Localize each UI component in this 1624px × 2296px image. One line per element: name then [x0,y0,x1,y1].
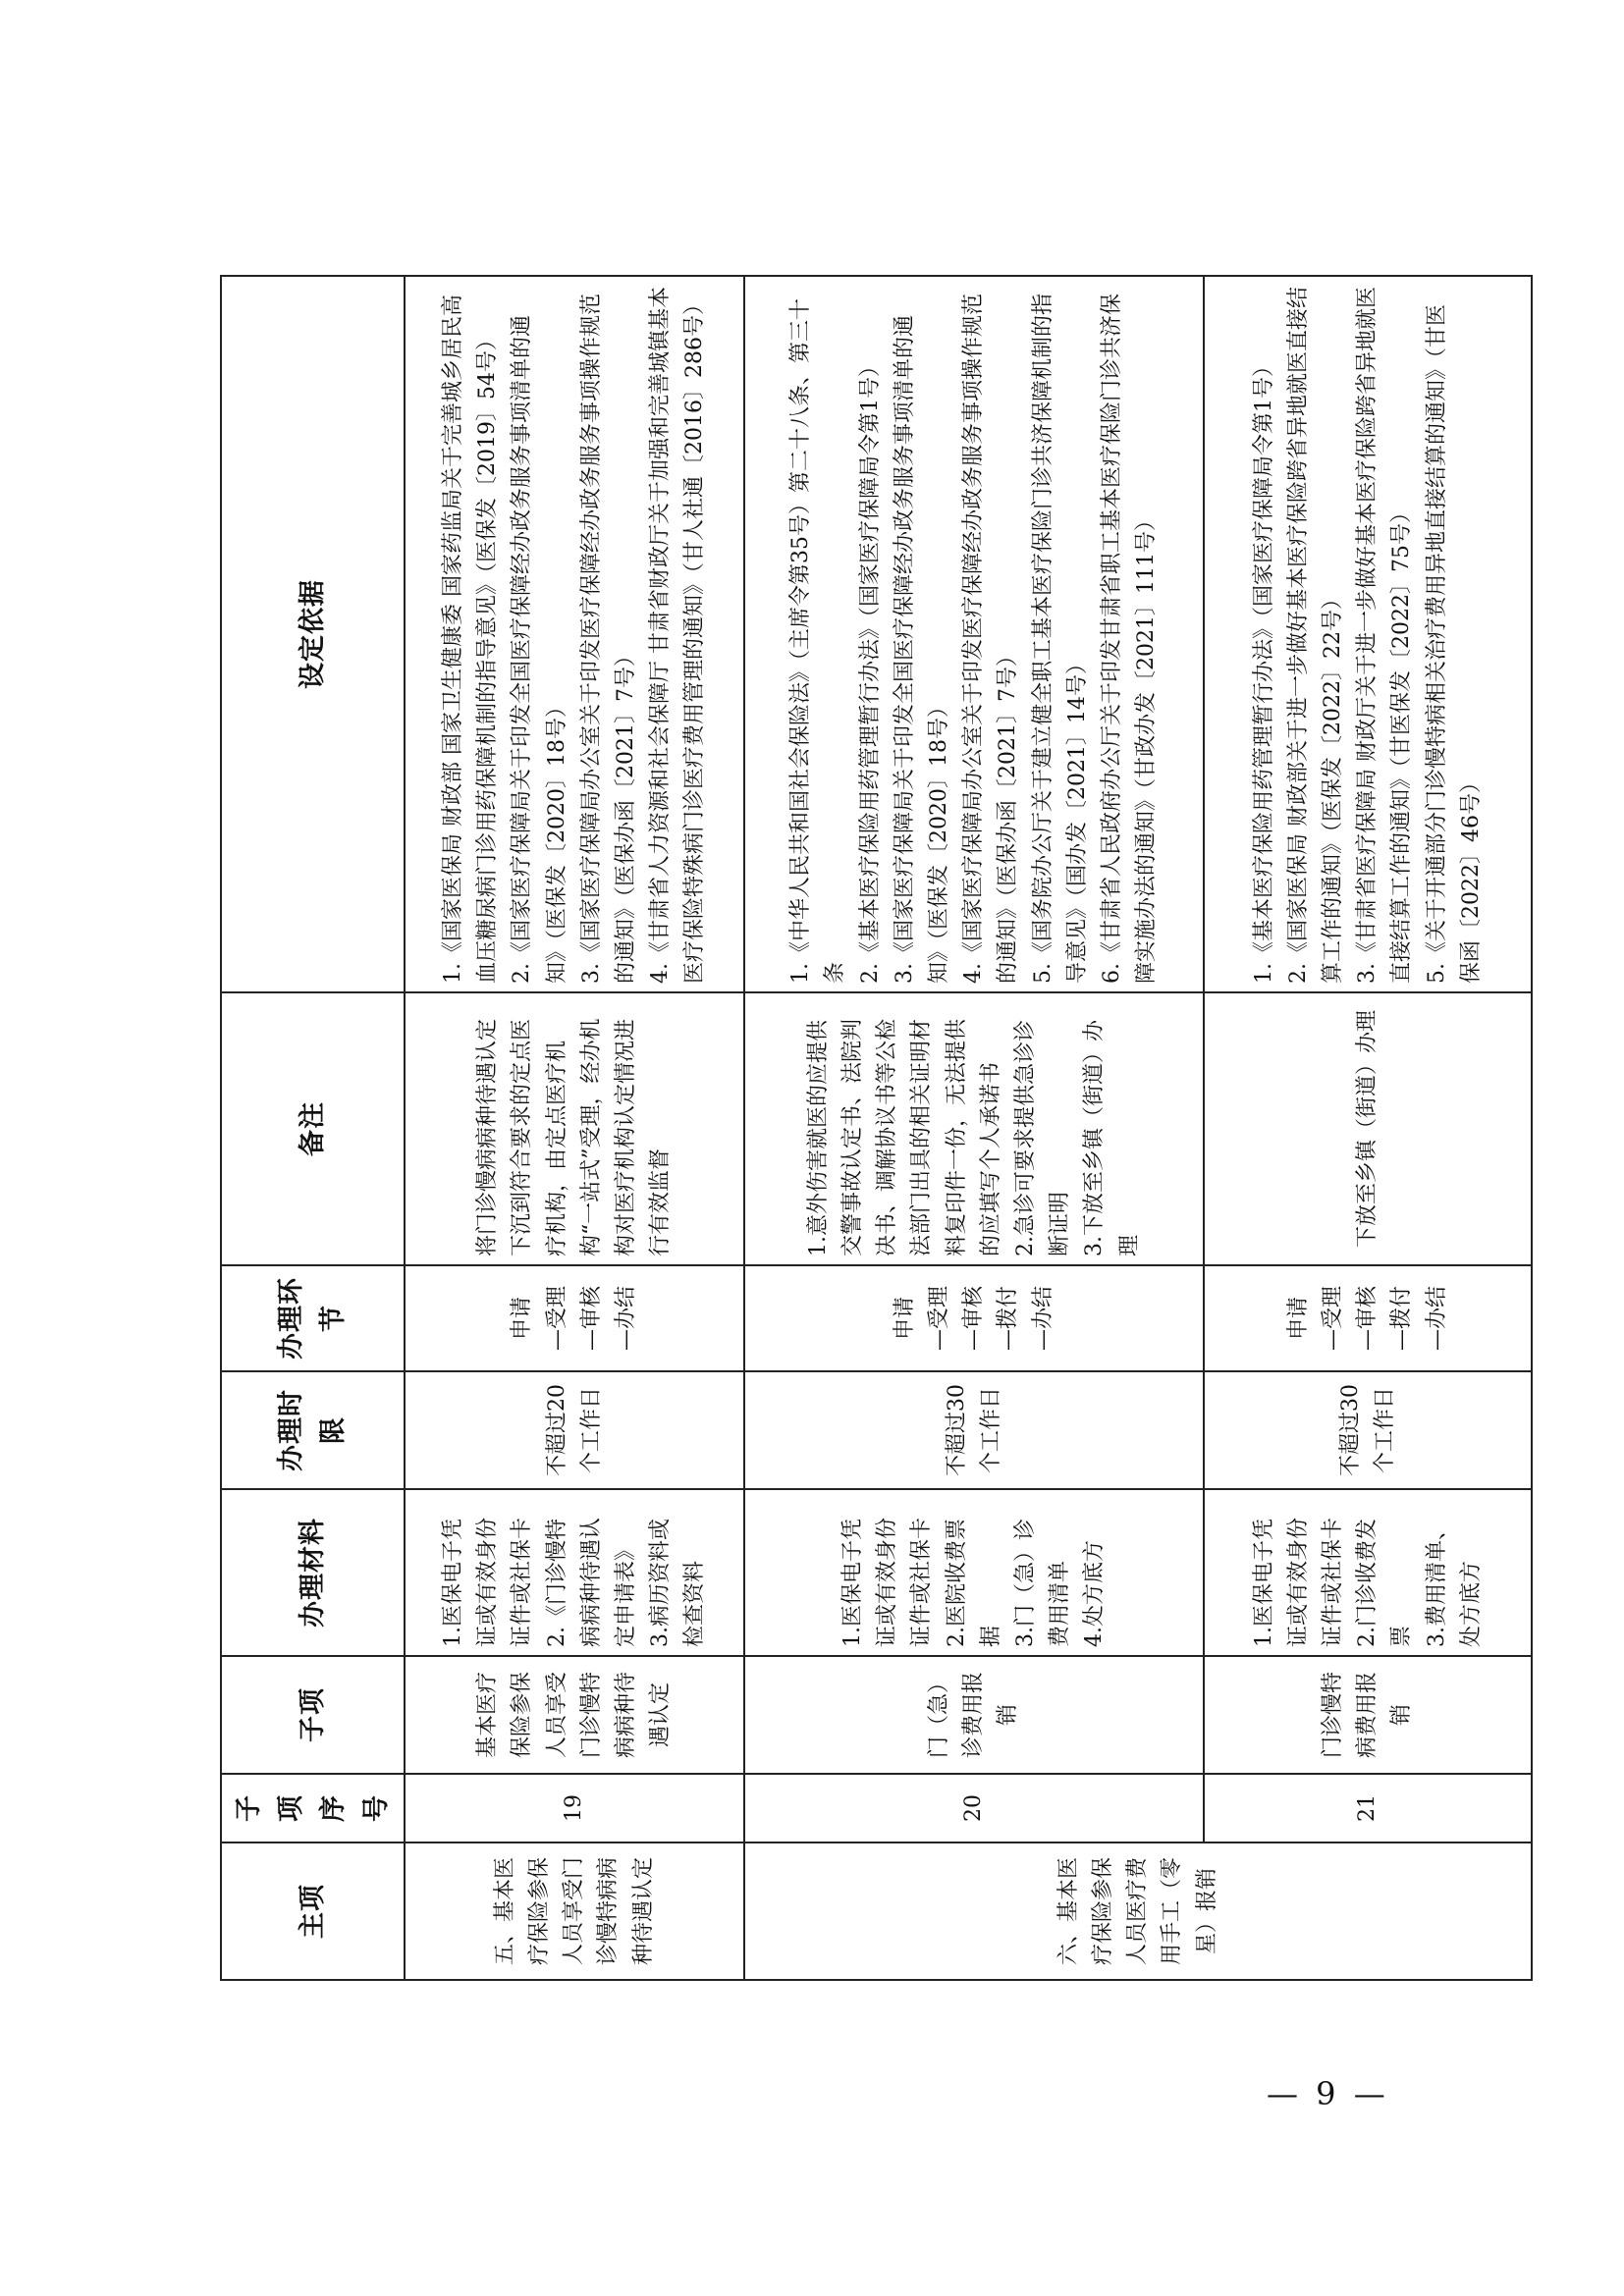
material-item: 2.门诊收费发票 [1355,1519,1415,1647]
basis-item: 3.《国家医疗保障局办公室关于印发医疗保障经办政务服务事项操作规范的通知》（医保办函〔2021〕7号） [578,294,638,984]
header-remarks: 备注 [221,992,405,1265]
main-item-cell: 五、基本医疗保险参保人员享受门诊慢特病病种待遇认定 [405,1842,744,1980]
rotated-table-area [220,277,1484,1981]
step-item: —审核 [1355,1286,1380,1352]
material-item: 1.医保电子凭证或有效身份证件或社保卡 [1251,1517,1345,1647]
main-item-cell: 六、基本医疗保险参保人员医疗费用手工（零星）报销 [744,1842,1532,1980]
step-item: —审核 [961,1286,987,1352]
sub-no-cell: 20 [744,1774,1204,1842]
basis-cell [744,276,1204,992]
step-item: —拨付 [1389,1286,1415,1352]
steps-cell [405,1265,744,1371]
steps-cell [1204,1265,1532,1371]
sub-no-cell: 19 [405,1774,744,1842]
remark-item: 2.急诊可要求提供急诊诊断证明 [1012,1020,1073,1256]
sub-no-cell: 21 [1204,1774,1532,1842]
step-item: —受理 [926,1286,951,1352]
step-item: 申请 [1285,1297,1311,1341]
basis-item: 1.《基本医疗保险用药管理暂行办法》（国家医疗保障局令第1号） [1251,355,1276,984]
basis-item: 5.《国务院办公厅关于建立健全职工基本医疗保险门诊共济保障机制的指导意见》（国办发〔2021〕14号） [1030,294,1090,984]
header-sub-no: 子项序号 [221,1774,405,1842]
basis-item: 2.《国家医保局 财政部关于进一步做好基本医疗保险跨省异地就医直接结算工作的通知》（医保发〔2022〕22号） [1285,287,1345,984]
time-limit-cell: 不超过20个工作日 [405,1371,744,1489]
step-item: —受理 [544,1286,569,1352]
basis-item: 1.《中华人民共和国社会保险法》（主席令第35号）第二十八条、第三十条 [788,298,848,984]
sub-item-cell: 门诊慢特病费用报销 [1204,1656,1532,1774]
header-main: 主项 [221,1842,405,1980]
material-item: 3.费用清单、处方底方 [1424,1519,1484,1647]
basis-cell [405,276,744,992]
remark-item: 3.下放至乡镇（街道）办理 [1082,1020,1142,1256]
remarks-cell [1204,992,1532,1265]
materials-cell [405,1489,744,1656]
page-number: — 9 — [1267,2075,1389,2112]
header-steps: 办理环节 [221,1265,405,1371]
step-item: —办结 [1030,1286,1056,1352]
basis-item: 4.《国家医疗保障局办公室关于印发医疗保障经办政务服务事项操作规范的通知》（医保办函〔2021〕7号） [961,294,1021,984]
basis-item: 2.《基本医疗保险用药管理暂行办法》（国家医疗保障局令第1号） [857,355,883,984]
material-item: 3.病历资料或检查资料 [648,1519,708,1647]
step-item: —受理 [1320,1286,1345,1352]
header-materials: 办理材料 [221,1489,405,1656]
remark-item: 将门诊慢病病种待遇认定下沉到符合要求的定点医疗机构，由定点医疗机构“一站式”受理，经办机构对医疗机构认定情况进行有效监督 [475,1018,674,1256]
table-row [1204,276,1532,1980]
table-wrapper [220,277,1484,1981]
step-item: 申请 [510,1297,535,1341]
basis-item: 1.《国家医保局 财政部 国家卫生健康委 国家药监局关于完善城乡居民高血压糖尿病门诊用药保障机制的指导意见》（医保发〔2019〕54号） [441,294,501,984]
step-item: —审核 [578,1286,604,1352]
remark-item: 下放至乡镇（街道）办理 [1355,1010,1380,1249]
material-item: 2.《门诊慢特病病种待遇认定申请表》 [544,1517,638,1647]
service-items-table [220,275,1533,1981]
remarks-cell [405,992,744,1265]
step-item: 申请 [892,1297,917,1341]
time-limit-cell: 不超过30个工作日 [1204,1371,1532,1489]
materials-cell [744,1489,1204,1656]
basis-item: 3.《国家医疗保障局关于印发全国医疗保障经办政务服务事项清单的通知》（医保发〔2020〕18号） [892,315,951,984]
sub-item-cell: 门（急）诊费用报销 [744,1656,1204,1774]
basis-item: 5.《关于开通部分门诊慢特病相关治疗费用异地直接结算的通知》（甘医保函〔2022〕46号） [1424,304,1484,984]
time-limit-cell: 不超过30个工作日 [744,1371,1204,1489]
basis-cell [1204,276,1532,992]
remarks-cell [744,992,1204,1265]
sub-item-cell: 基本医疗保险参保人员享受门诊慢特病病种待遇认定 [405,1656,744,1774]
header-time-limit: 办理时限 [221,1371,405,1489]
header-row [221,276,405,1980]
material-item: 1.医保电子凭证或有效身份证件或社保卡 [840,1517,935,1647]
table-row [405,276,744,1980]
header-sub: 子项 [221,1656,405,1774]
materials-cell [1204,1489,1532,1656]
basis-item: 2.《国家医疗保障局关于印发全国医疗保障经办政务服务事项清单的通知》（医保发〔2020〕18号） [510,315,569,984]
material-item: 3.门（急）诊费用清单 [1012,1519,1073,1647]
material-item: 4.处方底方 [1082,1540,1108,1647]
step-item: —办结 [613,1286,638,1352]
header-basis: 设定依据 [221,276,405,992]
basis-item: 4.《甘肃省人力资源和社会保障厅 甘肃省财政厅关于加强和完善城镇基本医疗保险特殊病门诊医疗费用管理的通知》（甘人社通〔2016〕286号） [648,287,708,984]
material-item: 1.医保电子凭证或有效身份证件或社保卡 [441,1517,535,1647]
basis-item: 6.《甘肃省人民政府办公厅关于印发甘肃省职工基本医疗保险门诊共济保障实施办法的通知》（甘政办发〔2021〕111号） [1099,294,1160,984]
basis-item: 3.《甘肃省医疗保障局 财政厅关于进一步做好基本医疗保险跨省异地就医直接结算工作的通知》（甘医保发〔2022〕75号） [1355,287,1415,984]
table-row [744,276,1204,1980]
remark-item: 1.意外伤害就医的应提供交警事故认定书、法院判决书、调解协议书等公检法部门出具的相关证明材料复印件一份，无法提供的应填写个人承诺书 [805,1018,1003,1256]
steps-cell [744,1265,1204,1371]
step-item: —拨付 [996,1286,1021,1352]
step-item: —办结 [1424,1286,1449,1352]
material-item: 2.医院收费票据 [944,1519,1003,1647]
